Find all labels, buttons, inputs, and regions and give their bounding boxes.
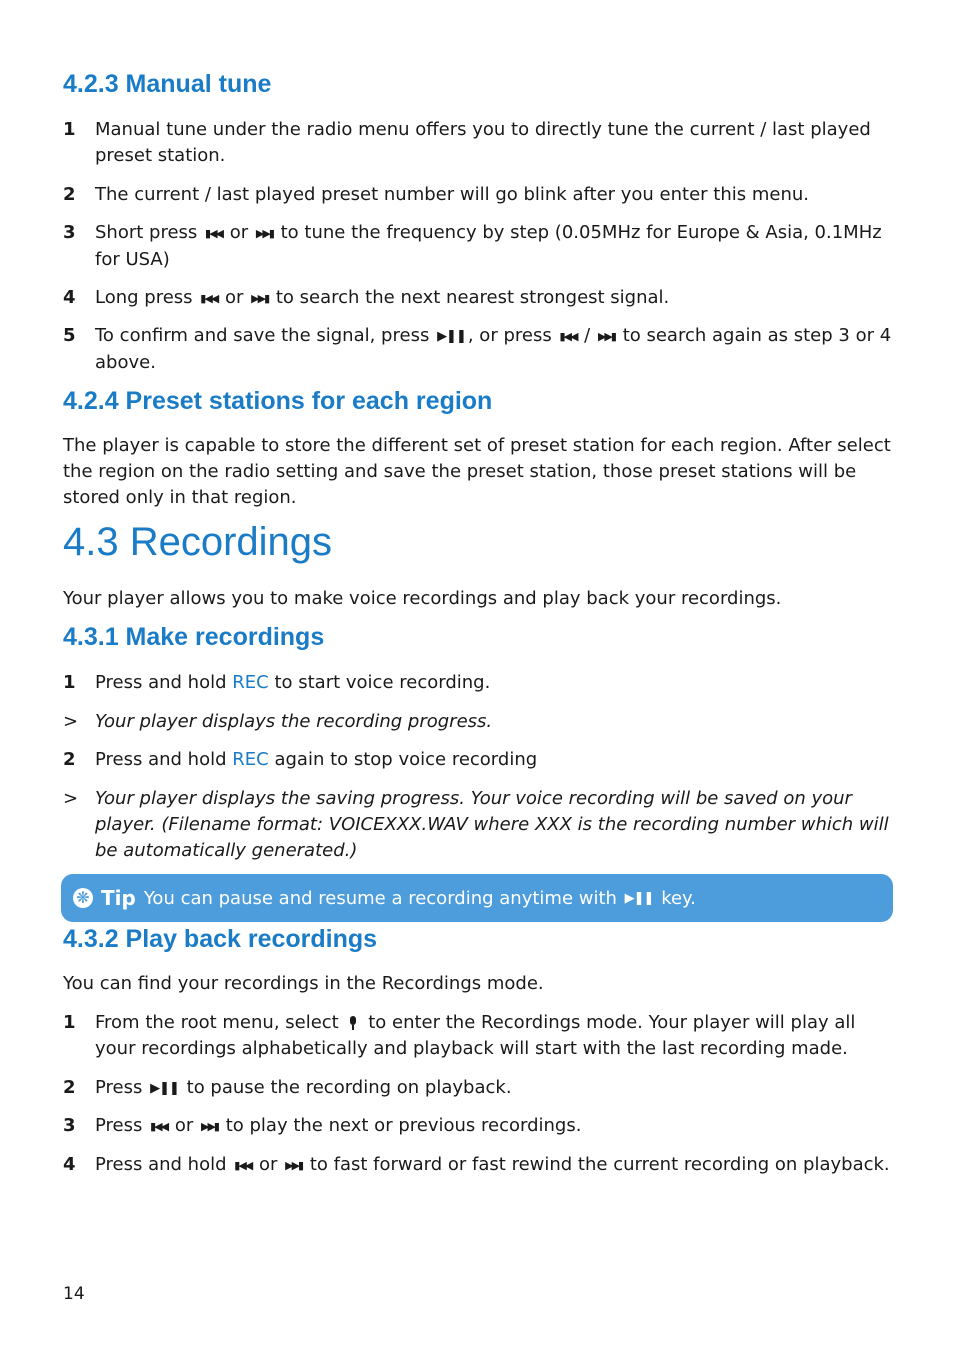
list-item: 5 To confirm and save the signal, press ▶❚❚ , or press ▮◀◀ / ▶▶▮ to search again as step 3 or 4 above. (63, 325, 892, 373)
skip-next-icon: ▶▶▮ (200, 1120, 218, 1133)
play-pause-icon: ▶❚❚ (624, 890, 654, 906)
list-item: 2 Press and hold REC again to stop voice recording (63, 749, 538, 770)
skip-previous-icon: ▮◀◀ (559, 330, 577, 343)
body-text: Your player allows you to make voice recordings and play back your recordings. (63, 588, 782, 609)
skip-next-icon: ▶▶▮ (285, 1159, 303, 1172)
heading-recordings: 4.3 Recordings (63, 520, 333, 564)
rec-key-label: REC (232, 749, 269, 770)
tip-asterisk-icon: ❋ (73, 888, 93, 908)
heading-manual-tune: 4.2.3 Manual tune (63, 70, 272, 98)
tip-box: ❋ Tip You can pause and resume a recording anytime with ▶❚❚ key. (61, 874, 893, 922)
heading-make-recordings: 4.3.1 Make recordings (63, 623, 325, 651)
body-text: You can find your recordings in the Recordings mode. (63, 973, 544, 994)
skip-next-icon: ▶▶▮ (251, 292, 269, 305)
list-item: 1 Press and hold REC to start voice recording. (63, 672, 491, 693)
list-item: 1 Manual tune under the radio menu offers you to directly tune the current / last played preset station. (63, 119, 871, 166)
list-item-result: > Your player displays the saving progress. Your voice recording will be saved on your player. (Filename format: VOICEXXX.WAV where XXX is the recording number which will be automatically generated.) (63, 788, 889, 861)
page-number: 14 (63, 1284, 85, 1304)
list-item: 2 Press ▶❚❚ to pause the recording on playback. (63, 1075, 893, 1102)
skip-previous-icon: ▮◀◀ (234, 1159, 252, 1172)
list-item: 4 Long press ▮◀◀ or ▶▶▮ to search the next nearest strongest signal. (63, 285, 893, 312)
heading-play-back-recordings: 4.3.2 Play back recordings (63, 925, 378, 953)
play-pause-icon: ▶❚❚ (437, 329, 466, 344)
list-item: 4 Press and hold ▮◀◀ or ▶▶▮ to fast forward or fast rewind the current recording on playback. (63, 1152, 893, 1179)
body-text: The player is capable to store the different set of preset station for each region. After select the region on the radio setting and save the preset station, those preset stations will be stored only in that region. (63, 435, 891, 508)
skip-next-icon: ▶▶▮ (255, 227, 273, 240)
skip-previous-icon: ▮◀◀ (150, 1120, 168, 1133)
list-item: 3 Short press ▮◀◀ or ▶▶▮ to tune the frequency by step (0.05MHz for Europe & Asia, 0.1MHz for USA) (63, 222, 882, 270)
skip-previous-icon: ▮◀◀ (200, 292, 218, 305)
microphone-icon (348, 1016, 358, 1030)
heading-preset-stations: 4.2.4 Preset stations for each region (63, 387, 493, 415)
rec-key-label: REC (232, 672, 269, 693)
list-item-result: > Your player displays the recording progress. (63, 711, 493, 732)
list-item: 3 Press ▮◀◀ or ▶▶▮ to play the next or previous recordings. (63, 1113, 893, 1140)
skip-next-icon: ▶▶▮ (597, 330, 615, 343)
play-pause-icon: ▶❚❚ (150, 1081, 179, 1096)
skip-previous-icon: ▮◀◀ (205, 227, 223, 240)
list-item: 1 From the root menu, select to enter the Recordings mode. Your player will play all your recordings alphabetically and playback will start with the last recording made. (63, 1012, 856, 1059)
list-item: 2 The current / last played preset number will go blink after you enter this menu. (63, 184, 810, 205)
